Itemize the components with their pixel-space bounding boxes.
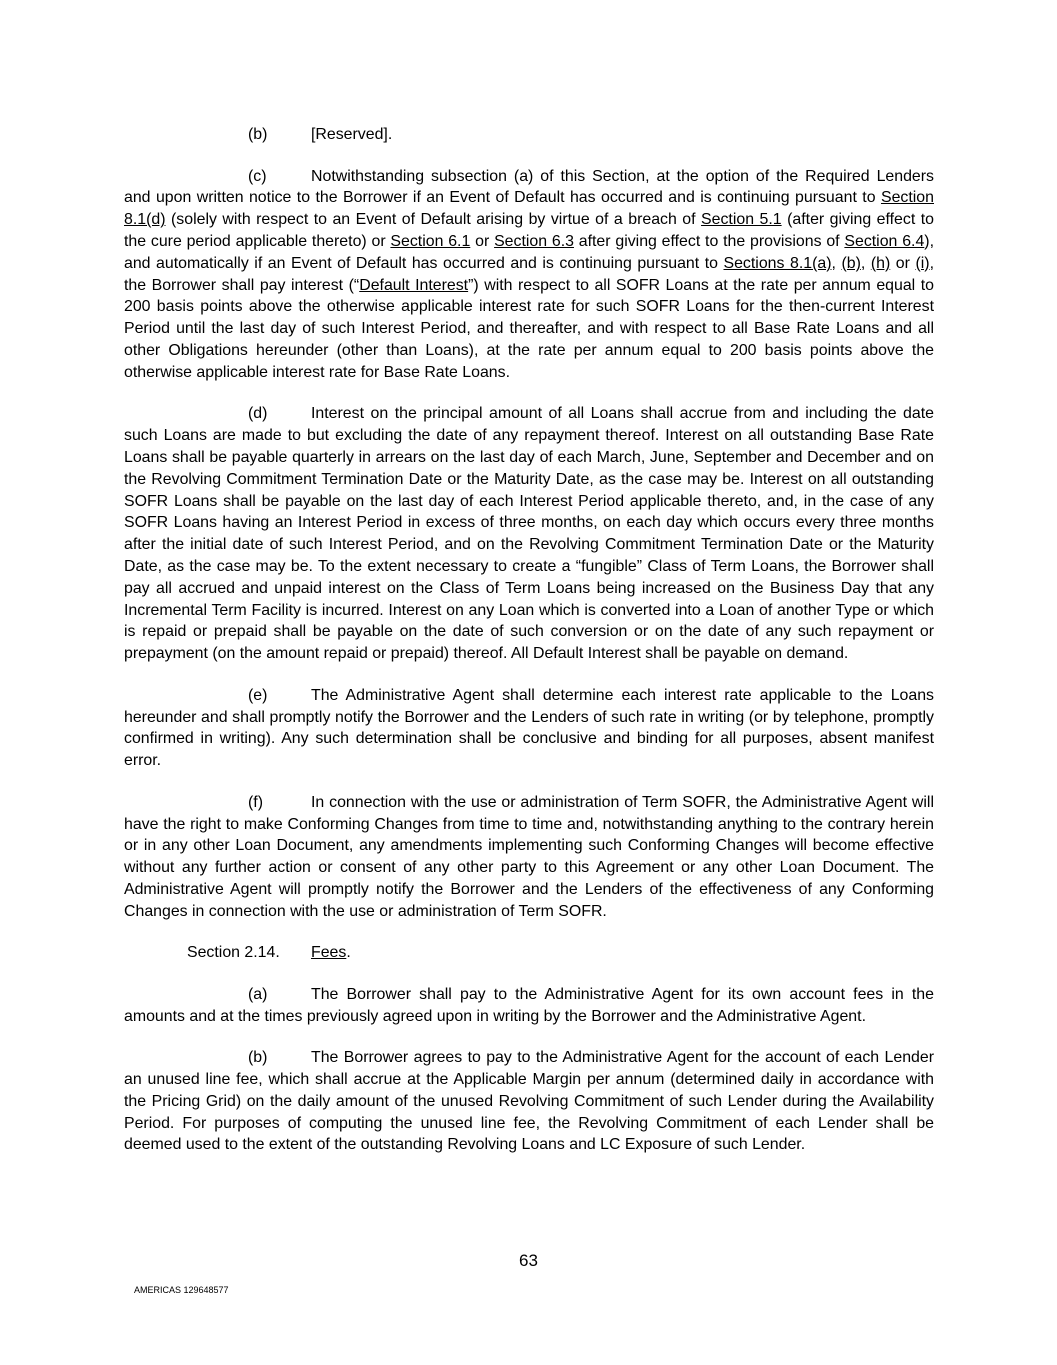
paragraph-text: The Administrative Agent shall determine each interest rate applicable to the Loans hereunder and shall promptly notify the Borrower and the Lenders of such rate in writing (or by telephone, promptly confirmed in writing). Any such determination shall be conclusive and binding for all purposes, absent manifest error. bbox=[124, 686, 934, 770]
defined-term: Default Interest bbox=[359, 276, 469, 294]
paragraph-label: (b) bbox=[248, 1049, 268, 1067]
paragraph-c bbox=[124, 166, 934, 384]
cross-reference: Section 8.1(d) bbox=[124, 189, 934, 229]
section-title-period: . bbox=[346, 944, 351, 962]
text-run: , bbox=[860, 254, 871, 272]
paragraph-text: [Reserved]. bbox=[311, 126, 393, 143]
section-number: Section 2.14. bbox=[187, 944, 280, 962]
cross-reference: Section 6.1 bbox=[390, 232, 471, 250]
cross-reference: (h) bbox=[870, 254, 891, 272]
cross-reference: Section 6.4 bbox=[844, 232, 925, 250]
paragraph-label: (c) bbox=[248, 167, 267, 185]
paragraph-b-reserved bbox=[124, 124, 934, 146]
text-run: after giving effect to the provisions of bbox=[573, 232, 845, 250]
paragraph-label: (f) bbox=[248, 793, 263, 811]
text-run: (solely with respect to an Event of Default arising by virtue of a breach of bbox=[165, 211, 702, 229]
paragraph-f bbox=[124, 792, 934, 923]
text-run: Notwithstanding subsection (a) of this Section, at the option of the Required Lenders and upon written notice to the Borrower if an Event of Default has occurred and is continuing pursuant to bbox=[124, 167, 934, 207]
text-run: ), and automatically if an Event of Default has occurred and is continuing pursuant to bbox=[124, 232, 935, 272]
cross-reference: Section 5.1 bbox=[701, 211, 782, 229]
text-run: or bbox=[470, 232, 495, 250]
fees-paragraph-a bbox=[124, 984, 934, 1028]
cross-reference: Section 6.3 bbox=[494, 232, 574, 250]
text-run: , bbox=[831, 254, 842, 272]
document-id: AMERICAS 129648577 bbox=[134, 1285, 229, 1295]
fees-paragraph-b bbox=[124, 1047, 934, 1156]
paragraph-label: (a) bbox=[248, 985, 268, 1003]
document-page bbox=[124, 124, 934, 1176]
text-run: , the Borrower shall pay interest (“ bbox=[124, 254, 934, 294]
page-number: 63 bbox=[519, 1251, 538, 1270]
text-run: (after giving effect to the cure period applicable thereto) or bbox=[124, 211, 934, 250]
paragraph-d bbox=[124, 403, 934, 665]
text-run: or bbox=[890, 254, 916, 272]
cross-reference: (i) bbox=[915, 254, 930, 272]
section-heading bbox=[124, 942, 934, 964]
paragraph-label: (b) bbox=[248, 126, 268, 143]
paragraph-text: In connection with the use or administration of Term SOFR, the Administrative Agent will have the right to make Conforming Changes from time to time and, notwithstanding anything to the contrary herein or in any other Loan Document, any amendments implementing such Conforming Changes will become effective without any further action or consent of any other party to this Agreement or any other Loan Document. The Administrative Agent will promptly notify the Borrower and the Lenders of the effectiveness of any Conforming Changes in connection with the use or administration of Term SOFR. bbox=[124, 793, 934, 920]
text-run: ”) with respect to all SOFR Loans at the rate per annum equal to 200 basis points above the otherwise applicable interest rate for such SOFR Loans for the then-current Interest Period until the last day of such Interest Period, and thereafter, and with respect to all Base Rate Loans and all other Obligations hereunder (other than Loans), at the rate per annum equal to 200 basis points above the otherwise applicable interest rate for Base Rate Loans. bbox=[124, 276, 934, 381]
section-title: Fees bbox=[311, 944, 347, 962]
paragraph-text: Interest on the principal amount of all Loans shall accrue from and including the date such Loans are made to but excluding the date of any repayment thereof. Interest on all outstanding Base Rate Loans shall be payable quarterly in arrears on the last day of each March, June, September and December and on the Revolving Commitment Termination Date or the Maturity Date, as the case may be. Interest on all outstanding SOFR Loans shall be payable on the last day of each Interest Period applicable thereto, and, in the case of any SOFR Loans having an Interest Period in excess of three months, on each day which occurs every three months after the initial date of such Interest Period, and on the Revolving Commitment Termination Date or the Maturity Date, as the case may be. To the extent necessary to create a “fungible” Class of Term Loans, the Borrower shall pay all accrued and unpaid interest on the Class of Term Loans being increased on the Business Day that any Incremental Term Facility is incurred. Interest on any Loan which is converted into a Loan of another Type or which is repaid or prepaid shall be payable on the date of such conversion or on the date of any such repayment or prepayment (on the amount repaid or prepaid) thereof. All Default Interest shall be payable on demand. bbox=[124, 405, 934, 663]
paragraph-e bbox=[124, 685, 934, 772]
paragraph-label: (d) bbox=[248, 405, 268, 423]
paragraph-text: The Borrower shall pay to the Administrative Agent for its own account fees in the amounts and at the times previously agreed upon in writing by the Borrower and the Administrative Agent. bbox=[124, 985, 934, 1025]
cross-reference: (b) bbox=[841, 254, 861, 272]
cross-reference: Sections 8.1(a) bbox=[723, 254, 832, 272]
paragraph-text: The Borrower agrees to pay to the Administrative Agent for the account of each Lender an unused line fee, which shall accrue at the Applicable Margin per annum (determined daily in accordance with the Pricing Grid) on the daily amount of the unused Revolving Commitment of such Lender during the Availability Period. For purposes of computing the unused line fee, the Revolving Commitment of each Lender shall be deemed used to the extent of the outstanding Revolving Loans and LC Exposure of such Lender. bbox=[124, 1049, 934, 1154]
paragraph-label: (e) bbox=[248, 686, 268, 704]
